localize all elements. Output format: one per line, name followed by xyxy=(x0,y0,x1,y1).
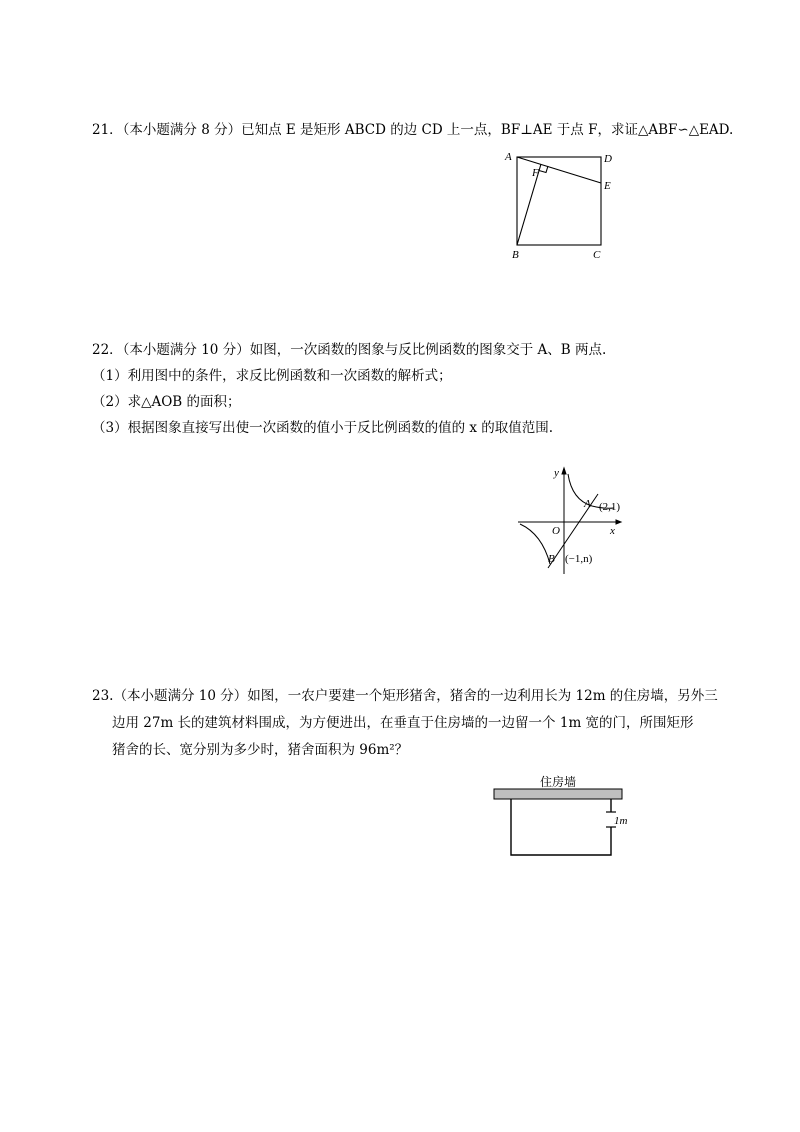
y-axis-arrow xyxy=(562,468,566,474)
x-axis-arrow xyxy=(616,520,621,524)
label-point-b: (−1,n) xyxy=(565,553,593,565)
label-a: A xyxy=(584,498,591,510)
label-x: x xyxy=(610,525,615,537)
q22-part2: （2）求△AOB 的面积； xyxy=(92,394,241,410)
label-point-a: (2,1) xyxy=(599,501,621,513)
q21-text: 21．（本小题满分 8 分）已知点 E 是矩形 ABCD 的边 CD 上一点，BF⊥AE 于点 F，求证△ABF∽△EAD. xyxy=(92,122,734,138)
label-door: 1m xyxy=(614,815,628,827)
label-y: y xyxy=(554,467,559,479)
label-d: D xyxy=(604,153,612,165)
q22-text: 22．（本小题满分 10 分）如图，一次函数的图象与反比例函数的图象交于 A、B 两点. xyxy=(92,342,607,358)
label-o: O xyxy=(552,525,560,537)
hyperbola-branch-2 xyxy=(520,524,550,564)
q23-line2: 边用 27m 长的建筑材料围成，为方便进出，在垂直于住房墙的一边留一个 1m 宽的门，所围矩形 xyxy=(112,715,694,731)
label-a: A xyxy=(505,151,512,163)
q22-part1: （1）利用图中的条件，求反比例函数和一次函数的解析式； xyxy=(92,368,452,384)
label-b: B xyxy=(548,553,555,565)
pen-fence xyxy=(511,799,611,855)
q22-figure xyxy=(512,462,632,577)
label-e: E xyxy=(604,180,611,192)
segment-ae xyxy=(517,157,601,183)
label-f: F xyxy=(532,167,539,179)
label-c: C xyxy=(593,249,601,261)
house-wall xyxy=(494,789,622,799)
label-b: B xyxy=(512,249,519,261)
q23-line1: 23.（本小题满分 10 分）如图，一农户要建一个矩形猪舍，猪舍的一边利用长为 12m 的住房墙，另外三 xyxy=(92,688,718,704)
q23-line3: 猪舍的长、宽分别为多少时，猪舍面积为 96m²？ xyxy=(112,742,409,758)
q21-figure xyxy=(500,148,630,263)
q22-part3: （3）根据图象直接写出使一次函数的值小于反比例函数的值的 x 的取值范围. xyxy=(92,420,554,436)
label-wall: 住房墙 xyxy=(540,775,577,789)
q23-figure xyxy=(488,772,638,862)
